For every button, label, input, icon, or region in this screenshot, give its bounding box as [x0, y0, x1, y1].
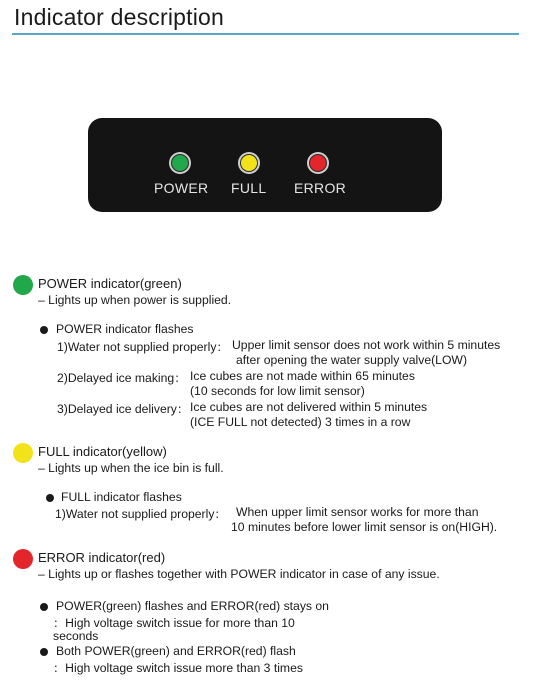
- full-led-light: [241, 155, 257, 171]
- power-led-label: POWER: [154, 180, 209, 196]
- error-case2-title: Both POWER(green) and ERROR(red) flash: [56, 644, 296, 658]
- power-heading: POWER indicator(green): [38, 276, 182, 291]
- error-red-dot: [13, 549, 33, 569]
- full-heading: FULL indicator(yellow): [38, 444, 167, 459]
- title-underline: [12, 33, 519, 35]
- power-item-3-line2: (ICE FULL not detected) 3 times in a row: [190, 415, 411, 429]
- full-item-label: 1)Water not supplied properly：: [55, 507, 227, 521]
- power-green-dot: [13, 275, 33, 295]
- power-bullet: [40, 326, 48, 334]
- full-item-line1: When upper limit sensor works for more than: [236, 505, 479, 519]
- power-item-2-line1: Ice cubes are not made within 65 minutes: [190, 369, 415, 383]
- error-heading: ERROR indicator(red): [38, 550, 166, 565]
- full-yellow-dot: [13, 443, 33, 463]
- power-item-3-line1: Ice cubes are not delivered within 5 minutes: [190, 400, 428, 414]
- error-case2-line1: ：High voltage switch issue more than 3 times: [53, 661, 303, 675]
- error-led-light: [310, 155, 326, 171]
- error-case1-bullet: [40, 603, 48, 611]
- power-desc: – Lights up when power is supplied.: [38, 293, 232, 307]
- error-case1-line1: ：High voltage switch issue for more than 10: [53, 616, 295, 630]
- power-item-2-line2: (10 seconds for low limit sensor): [190, 384, 365, 398]
- indicator-panel: [88, 118, 442, 212]
- error-case1-line2: seconds: [53, 629, 99, 643]
- error-led: [307, 152, 329, 174]
- power-led: [169, 152, 191, 174]
- page-title: Indicator description: [14, 4, 225, 30]
- power-item-1-line1: Upper limit sensor does not work within 5 minutes: [232, 338, 501, 352]
- power-led-light: [172, 155, 188, 171]
- full-led: [238, 152, 260, 174]
- power-item-2-label: 2)Delayed ice making：: [57, 371, 187, 385]
- full-led-label: FULL: [231, 180, 267, 196]
- error-led-label: ERROR: [294, 180, 347, 196]
- error-case2-bullet: [40, 648, 48, 656]
- power-item-1-label: 1)Water not supplied properly：: [57, 340, 229, 354]
- power-item-1-line2: after opening the water supply valve(LOW): [236, 353, 467, 367]
- error-case1-title: POWER(green) flashes and ERROR(red) stays on: [56, 599, 329, 613]
- power-item-3-label: 3)Delayed ice delivery：: [57, 402, 190, 416]
- full-desc: – Lights up when the ice bin is full.: [38, 461, 224, 475]
- error-desc: – Lights up or flashes together with POWER indicator in case of any issue.: [38, 567, 440, 581]
- full-item-line2: 10 minutes before lower limit sensor is on(HIGH).: [231, 520, 498, 534]
- full-sub-heading: FULL indicator flashes: [61, 490, 182, 504]
- power-sub-heading: POWER indicator flashes: [56, 322, 194, 336]
- full-bullet: [46, 494, 54, 502]
